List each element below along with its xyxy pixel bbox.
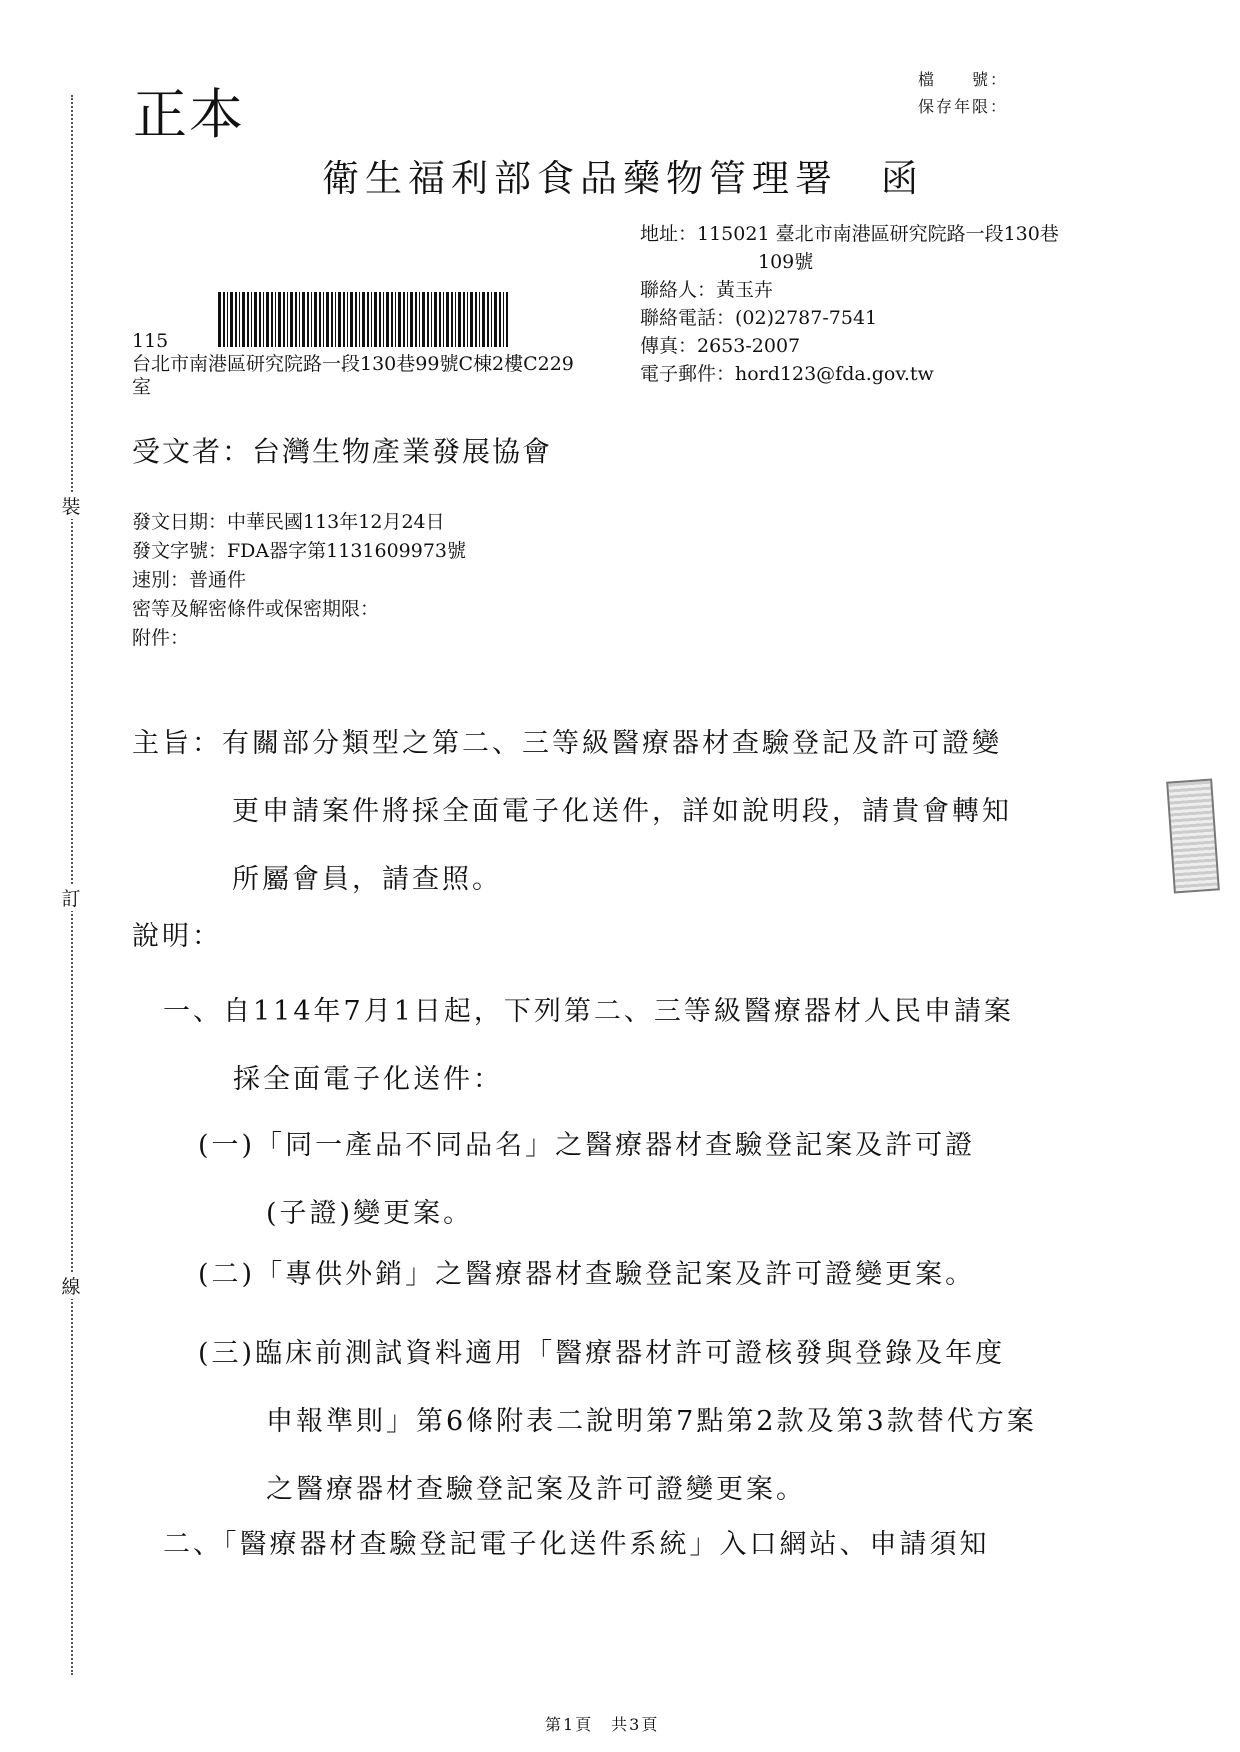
document-meta	[132, 508, 466, 653]
recipient: 受文者：台灣生物產業發展協會	[132, 435, 553, 468]
subject-line: 更申請案件將採全面電子化送件，詳如說明段，請貴會轉知	[232, 796, 1012, 827]
explanation-item-1	[163, 978, 1014, 1114]
subject-paragraph	[132, 710, 1012, 914]
binding-mark-xian: 線	[60, 1272, 82, 1299]
binding-mark-ding: 訂	[60, 884, 82, 911]
explanation-line: 申報準則」第6條附表二說明第7點第2款及第3款替代方案	[266, 1406, 1037, 1437]
agency-title: 衛生福利部食品藥物管理署 函	[322, 157, 924, 200]
explanation-heading: 說明：	[132, 921, 222, 952]
sender-address-line1: 地址：115021 臺北市南港區研究院路一段130巷	[640, 223, 1059, 245]
issue-date: 發文日期：中華民國113年12月24日	[132, 511, 445, 533]
original-copy-stamp: 正本	[133, 83, 245, 146]
subject-line: 主旨：有關部分類型之第二、三等級醫療器材查驗登記及許可證變	[132, 728, 1002, 759]
sender-contact: 聯絡人：黃玉卉	[640, 279, 774, 301]
explanation-line: 之醫療器材查驗登記案及許可證變更案。	[266, 1474, 806, 1505]
secrecy-level: 密等及解密條件或保密期限：	[132, 598, 380, 620]
receiver-address-line2: 室	[132, 376, 152, 398]
explanation-item-2: 二、「醫療器材查驗登記電子化送件系統」入口網站、申請須知	[163, 1529, 990, 1560]
delivery-speed: 速別：普通件	[132, 569, 247, 591]
sender-phone: 聯絡電話：(02)2787-7541	[640, 307, 878, 329]
explanation-subitem-2: (二)「專供外銷」之醫療器材查驗登記案及許可證變更案。	[198, 1259, 976, 1290]
subject-line: 所屬會員，請查照。	[232, 864, 502, 895]
file-meta	[918, 66, 1008, 120]
sender-fax: 傳真：2653-2007	[640, 335, 801, 357]
sender-email: 電子郵件：hord123@fda.gov.tw	[640, 363, 934, 385]
document-number: 發文字號：FDA器字第1131609973號	[132, 540, 467, 562]
retention-period-label: 保存年限：	[918, 97, 1009, 116]
explanation-line: (子證)變更案。	[266, 1198, 474, 1229]
seal-stamp-image	[1166, 779, 1220, 894]
sender-address-line2: 109號	[758, 251, 814, 273]
file-number-label: 檔 號：	[918, 70, 1009, 89]
explanation-line: 一、自114年7月1日起，下列第二、三等級醫療器材人民申請案	[163, 996, 1014, 1027]
explanation-line: (三)臨床前測試資料適用「醫療器材許可證核發與登錄及年度	[198, 1338, 1006, 1369]
explanation-line: (一)「同一產品不同品名」之醫療器材查驗登記案及許可證	[198, 1130, 976, 1161]
binding-mark-zhuang: 裝	[60, 492, 82, 519]
explanation-subitem-1	[198, 1112, 975, 1248]
sender-info	[640, 220, 1059, 388]
receiver-postal-code: 115	[132, 330, 169, 352]
page-number: 第1頁 共3頁	[545, 1715, 660, 1734]
attachments: 附件：	[132, 627, 190, 649]
receiver-address	[132, 330, 574, 399]
explanation-subitem-3	[198, 1320, 1037, 1524]
explanation-line: 採全面電子化送件：	[233, 1064, 503, 1095]
receiver-address-line1: 台北市南港區研究院路一段130巷99號C棟2樓C229	[132, 353, 574, 375]
